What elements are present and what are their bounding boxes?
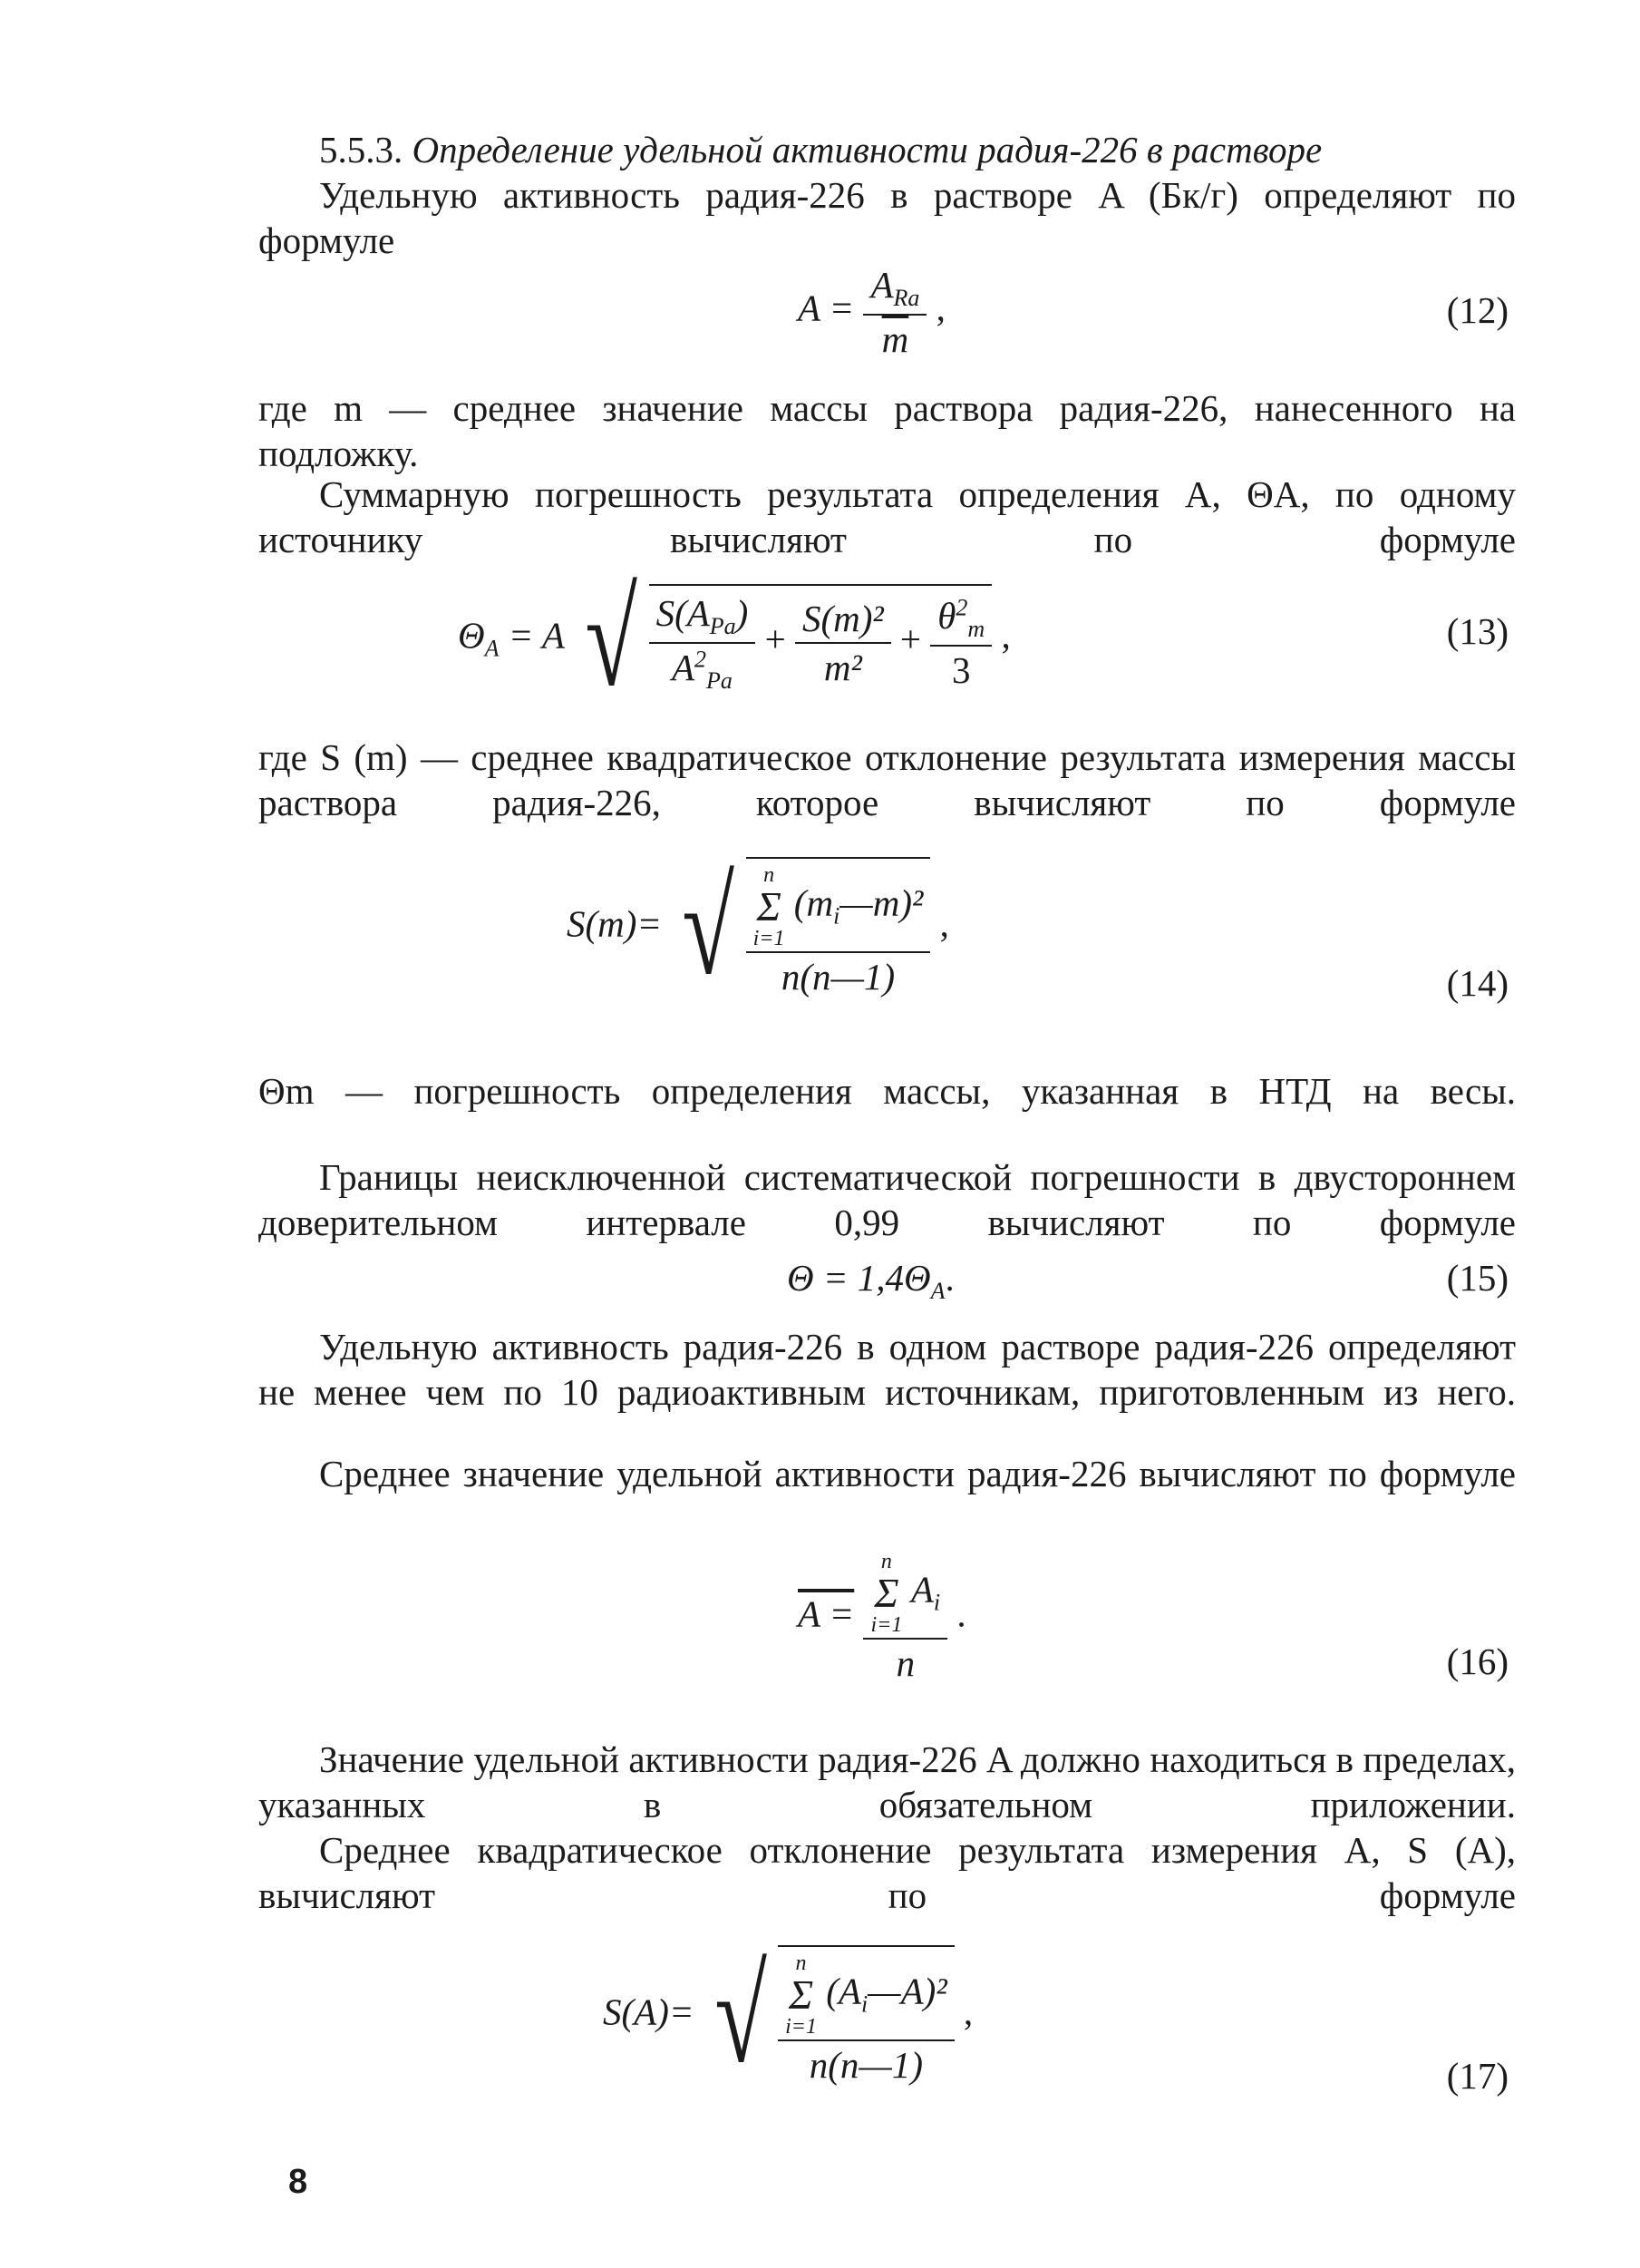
- paragraph-9: Значение удельной активности радия-226 A должно находиться в пределах, указанных в обязательном приложении.: [258, 1738, 1516, 1825]
- eq13-t3-num: θ: [937, 594, 956, 637]
- eq12-num-sub: Ra: [893, 285, 920, 312]
- eq14-lhs: S(m)=: [567, 902, 663, 945]
- eq16-sum-symbol: Σ: [874, 1570, 899, 1616]
- page-number: 8: [288, 2163, 308, 2201]
- equation-15: [787, 1256, 955, 1305]
- eq14-number: (14): [1446, 962, 1509, 1004]
- eq17-summand-rest: —A)²: [868, 1970, 947, 2012]
- eq13-tail: ,: [1001, 614, 1011, 657]
- eq14-radicand: [746, 857, 931, 998]
- eq17-radical-icon: √: [714, 1941, 767, 2091]
- paragraph-8: Среднее значение удельной активности радия-226 вычисляют по формуле: [319, 1453, 1516, 1494]
- eq13-t1-den-sup: 2: [694, 646, 707, 673]
- eq14-sum-symbol: Σ: [756, 883, 781, 930]
- eq13-t3-den: 3: [930, 645, 992, 692]
- paragraph-3: Суммарную погрешность результата определения A, ΘA, по одному источнику вычисляют по формуле: [258, 473, 1516, 560]
- eq13-t1-num-sub: Pa: [709, 613, 736, 639]
- eq17-sum-symbol: Σ: [788, 1971, 814, 2018]
- eq13-t3-num-sup: 2: [956, 594, 968, 621]
- paragraph-10: Среднее квадратическое отклонение результата измерения A, S (A), вычисляют по формуле: [258, 1829, 1516, 1916]
- eq12-num: A: [870, 264, 894, 306]
- eq13-t1-num: S(A: [655, 591, 710, 634]
- eq12-lhs: A =: [798, 287, 855, 329]
- eq16-sum-top: n: [880, 1550, 892, 1573]
- eq14-tail: ,: [939, 902, 949, 945]
- equation-17: [603, 1941, 974, 2091]
- eq15-text: Θ = 1,4Θ: [787, 1257, 931, 1299]
- paragraph-4: где S (m) — среднее квадратическое отклонение результата измерения массы раствора радия-226, которое вычисляют по формуле: [258, 736, 1516, 823]
- eq13-plus-1: +: [764, 618, 786, 660]
- eq13-t1-den-sub: Pa: [706, 667, 733, 695]
- eq15-number: (15): [1446, 1257, 1509, 1299]
- eq14-sum-bottom: i=1: [752, 927, 785, 950]
- eq13-plus-2: +: [899, 618, 922, 660]
- eq17-den: n(n—1): [778, 2039, 955, 2087]
- eq16-den: n: [863, 1638, 947, 1685]
- eq16-sum-bottom: i=1: [870, 1613, 903, 1637]
- eq13-radicand: [649, 584, 993, 695]
- eq13-t2-num: S(m)²: [801, 598, 884, 639]
- eq13-lhs-rest: = A: [499, 614, 565, 657]
- paragraph-5: Θm — погрешность определения массы, указанная в НТД на весы.: [258, 1070, 1516, 1112]
- eq17-sum-top: n: [795, 1952, 807, 1975]
- eq17-radicand: [778, 1945, 955, 2087]
- equation-13: [458, 564, 1011, 715]
- eq12-den: m: [863, 314, 927, 361]
- eq12-number: (12): [1446, 289, 1509, 331]
- eq13-radical-icon: √: [585, 564, 638, 715]
- eq16-summand-sub: i: [933, 1589, 941, 1616]
- eq16-number: (16): [1446, 1640, 1509, 1682]
- eq16-tail: .: [956, 1592, 966, 1635]
- eq14-radical-icon: √: [682, 852, 735, 1003]
- eq14-summand-sub: i: [833, 902, 840, 930]
- eq14-den: n(n—1): [746, 951, 931, 998]
- eq12-tail: ,: [936, 287, 946, 329]
- eq17-summand: (A: [826, 1970, 861, 2012]
- eq16-summand: A: [910, 1568, 934, 1611]
- eq14-summand: (m: [793, 881, 834, 924]
- section-title: Определение удельной активности радия-226 в растворе: [412, 129, 1323, 170]
- paragraph-1: Удельную активность радия-226 в растворе A (Бк/г) определяют по формуле: [258, 174, 1516, 261]
- eq14-summand-rest: —m)²: [839, 881, 924, 924]
- paragraph-7: Удельную активность радия-226 в одном растворе радия-226 определяют не менее чем по 10 радиоактивным источникам, приготовленным из него.: [258, 1326, 1516, 1413]
- eq17-sum-bottom: i=1: [785, 2015, 817, 2039]
- section-number: 5.5.3.: [319, 129, 403, 170]
- eq15-sub: A: [930, 1278, 946, 1305]
- eq13-t1-den: A: [671, 647, 695, 688]
- eq13-t2-den: m²: [795, 642, 891, 689]
- eq16-lhs: A =: [798, 1592, 855, 1635]
- eq14-sum-top: n: [763, 863, 775, 887]
- equation-12: [798, 263, 946, 361]
- section-heading: [319, 127, 1516, 172]
- eq13-lhs: Θ: [458, 614, 485, 657]
- equation-14: [567, 852, 949, 1003]
- eq13-number: (13): [1446, 610, 1509, 652]
- equation-16: [798, 1551, 966, 1685]
- eq17-lhs: S(A)=: [603, 1991, 694, 2033]
- eq17-tail: ,: [963, 1991, 974, 2033]
- eq13-t3-num-sub: m: [967, 616, 985, 643]
- eq13-t1-num-end: ): [735, 591, 749, 634]
- paragraph-6: Границы неисключенной систематической погрешности в двустороннем доверительном интервале 0,99 вычисляют по формуле: [258, 1156, 1516, 1243]
- eq17-summand-sub: i: [860, 1991, 869, 2018]
- eq13-lhs-sub: A: [484, 635, 500, 662]
- eq12-fraction: [863, 263, 927, 361]
- paragraph-2: где m — среднее значение массы раствора радия-226, нанесенного на подложку.: [258, 387, 1516, 474]
- eq15-tail: .: [945, 1257, 955, 1299]
- eq17-number: (17): [1446, 2055, 1509, 2097]
